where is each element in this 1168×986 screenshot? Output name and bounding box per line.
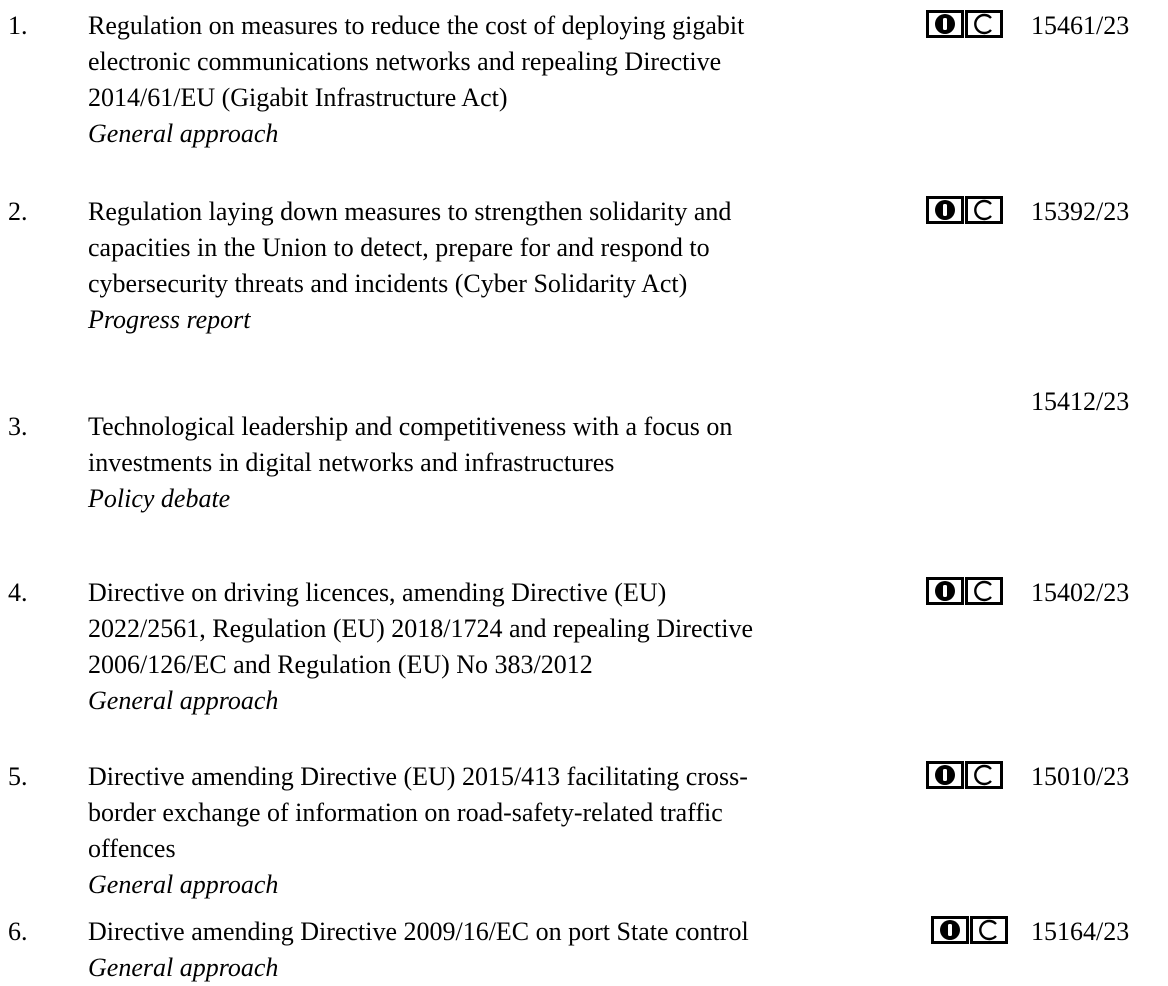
item-title: Technological leadership and competitiveness with a focus on investments in digital networks and infrastructures [88, 412, 733, 477]
document-reference: 15010/23 [1031, 762, 1130, 791]
item-body [88, 194, 828, 338]
document-reference: 15461/23 [1031, 11, 1130, 40]
item-body [88, 8, 828, 152]
item-number: 3. [8, 412, 28, 441]
item-title: Regulation on measures to reduce the cost of deploying gigabit electronic communications networks and repealing Directive 2014/61/EU (Gigabit Infrastructure Act) [88, 11, 745, 112]
item-number: 1. [8, 11, 28, 40]
public-deliberation-badge [926, 196, 1003, 224]
item-number: 2. [8, 197, 28, 226]
item-number: 6. [8, 917, 28, 946]
item-type: General approach [88, 119, 279, 148]
public-deliberation-c-icon [970, 916, 1008, 944]
item-body [88, 759, 828, 903]
item-type: General approach [88, 953, 279, 982]
item-type: Progress report [88, 305, 251, 334]
item-title: Directive amending Directive (EU) 2015/413 facilitating cross- border exchange of information on road-safety-related traffic offences [88, 762, 748, 863]
public-deliberation-badge [926, 10, 1003, 38]
public-deliberation-o-icon [926, 761, 964, 789]
public-deliberation-c-icon [965, 577, 1003, 605]
document-reference: 15164/23 [1031, 917, 1130, 946]
public-deliberation-badge [926, 577, 1003, 605]
public-deliberation-c-icon [965, 761, 1003, 789]
public-deliberation-badge [931, 916, 1008, 944]
item-type: General approach [88, 870, 279, 899]
public-deliberation-o-icon [926, 196, 964, 224]
public-deliberation-o-icon [926, 10, 964, 38]
document-reference: 15402/23 [1031, 578, 1130, 607]
item-title: Directive amending Directive 2009/16/EC on port State control [88, 917, 749, 946]
document-reference: 15392/23 [1031, 197, 1130, 226]
public-deliberation-c-icon [965, 10, 1003, 38]
public-deliberation-c-icon [965, 196, 1003, 224]
public-deliberation-o-icon [926, 577, 964, 605]
item-body [88, 914, 828, 986]
public-deliberation-badge [926, 761, 1003, 789]
item-number: 5. [8, 762, 28, 791]
item-type: Policy debate [88, 484, 231, 513]
document-reference: 15412/23 [1031, 387, 1130, 416]
item-body [88, 575, 828, 719]
item-title: Regulation laying down measures to strengthen solidarity and capacities in the Union to detect, prepare for and respond to cybersecurity threats and incidents (Cyber Solidarity Act) [88, 197, 732, 298]
public-deliberation-o-icon [931, 916, 969, 944]
item-type: General approach [88, 686, 279, 715]
item-title: Directive on driving licences, amending Directive (EU) 2022/2561, Regulation (EU) 2018/1724 and repealing Directive 2006/126/EC and Regulation (EU) No 383/2012 [88, 578, 754, 679]
item-number: 4. [8, 578, 28, 607]
item-body [88, 409, 828, 517]
